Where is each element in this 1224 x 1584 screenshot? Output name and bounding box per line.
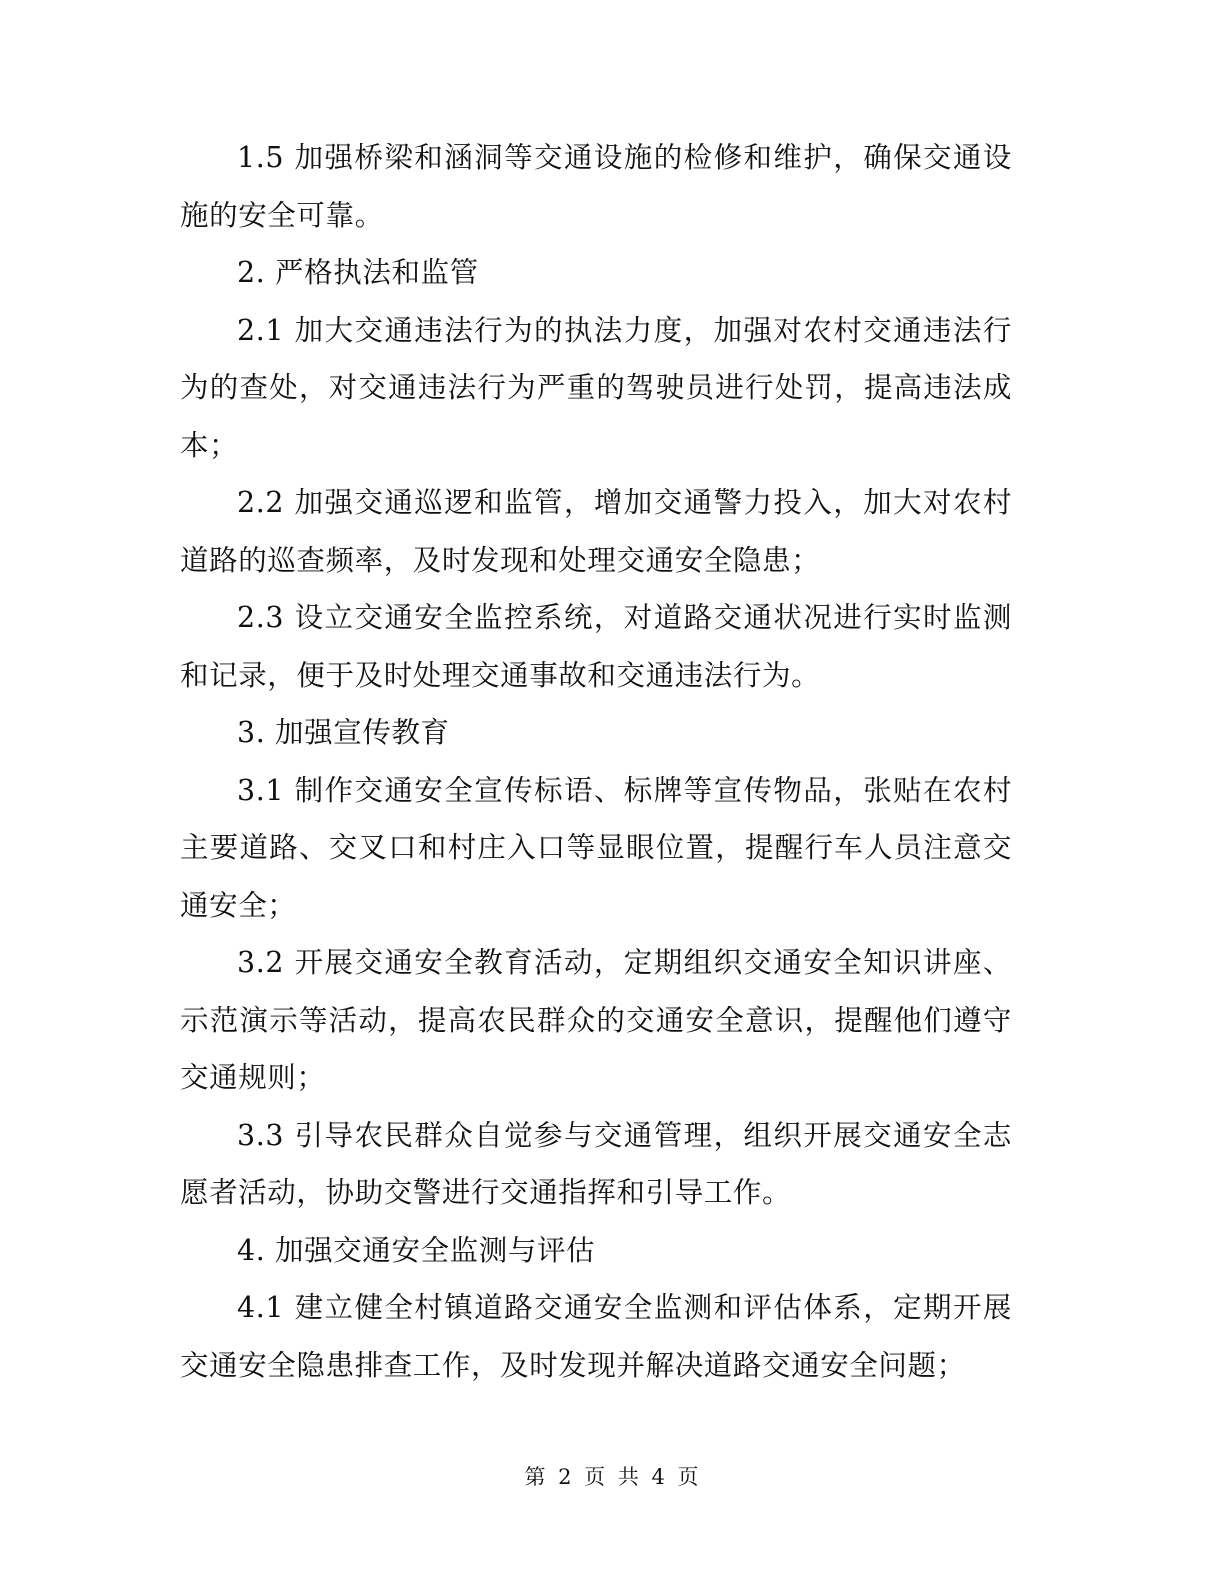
paragraph-1-5: 1.5 加强桥梁和涵洞等交通设施的检修和维护，确保交通设施的安全可靠。 (180, 141, 1012, 232)
paragraph-3-3: 3.3 引导农民群众自觉参与交通管理，组织开展交通安全志愿者活动，协助交警进行交通指挥和引导工作。 (180, 1118, 1012, 1209)
document-body (180, 129, 1012, 1394)
heading-section-2: 2. 严格执法和监管 (237, 256, 479, 289)
heading-section-4: 4. 加强交通安全监测与评估 (237, 1233, 596, 1267)
paragraph-2-3: 2.3 设立交通安全监控系统，对道路交通状况进行实时监测和记录，便于及时处理交通事故和交通违法行为。 (180, 601, 1012, 692)
heading-section-3: 3. 加强宣传教育 (237, 716, 450, 749)
paragraph-4-1: 4.1 建立健全村镇道路交通安全监测和评估体系，定期开展交通安全隐患排查工作，及时发现并解决道路交通安全问题； (180, 1291, 1012, 1382)
page-number-footer: 第 2 页 共 4 页 (524, 1465, 700, 1489)
paragraph-2-2: 2.2 加强交通巡逻和监管，增加交通警力投入，加大对农村道路的巡查频率，及时发现和处理交通安全隐患； (180, 486, 1012, 577)
paragraph-3-2: 3.2 开展交通安全教育活动，定期组织交通安全知识讲座、示范演示等活动，提高农民群众的交通安全意识，提醒他们遵守交通规则； (180, 946, 1012, 1094)
paragraph-2-1: 2.1 加大交通违法行为的执法力度，加强对农村交通违法行为的查处，对交通违法行为严重的驾驶员进行处罚，提高违法成本； (180, 313, 1012, 462)
paragraph-3-1: 3.1 制作交通安全宣传标语、标牌等宣传物品，张贴在农村主要道路、交叉口和村庄入口等显眼位置，提醒行车人员注意交通安全； (180, 773, 1012, 922)
